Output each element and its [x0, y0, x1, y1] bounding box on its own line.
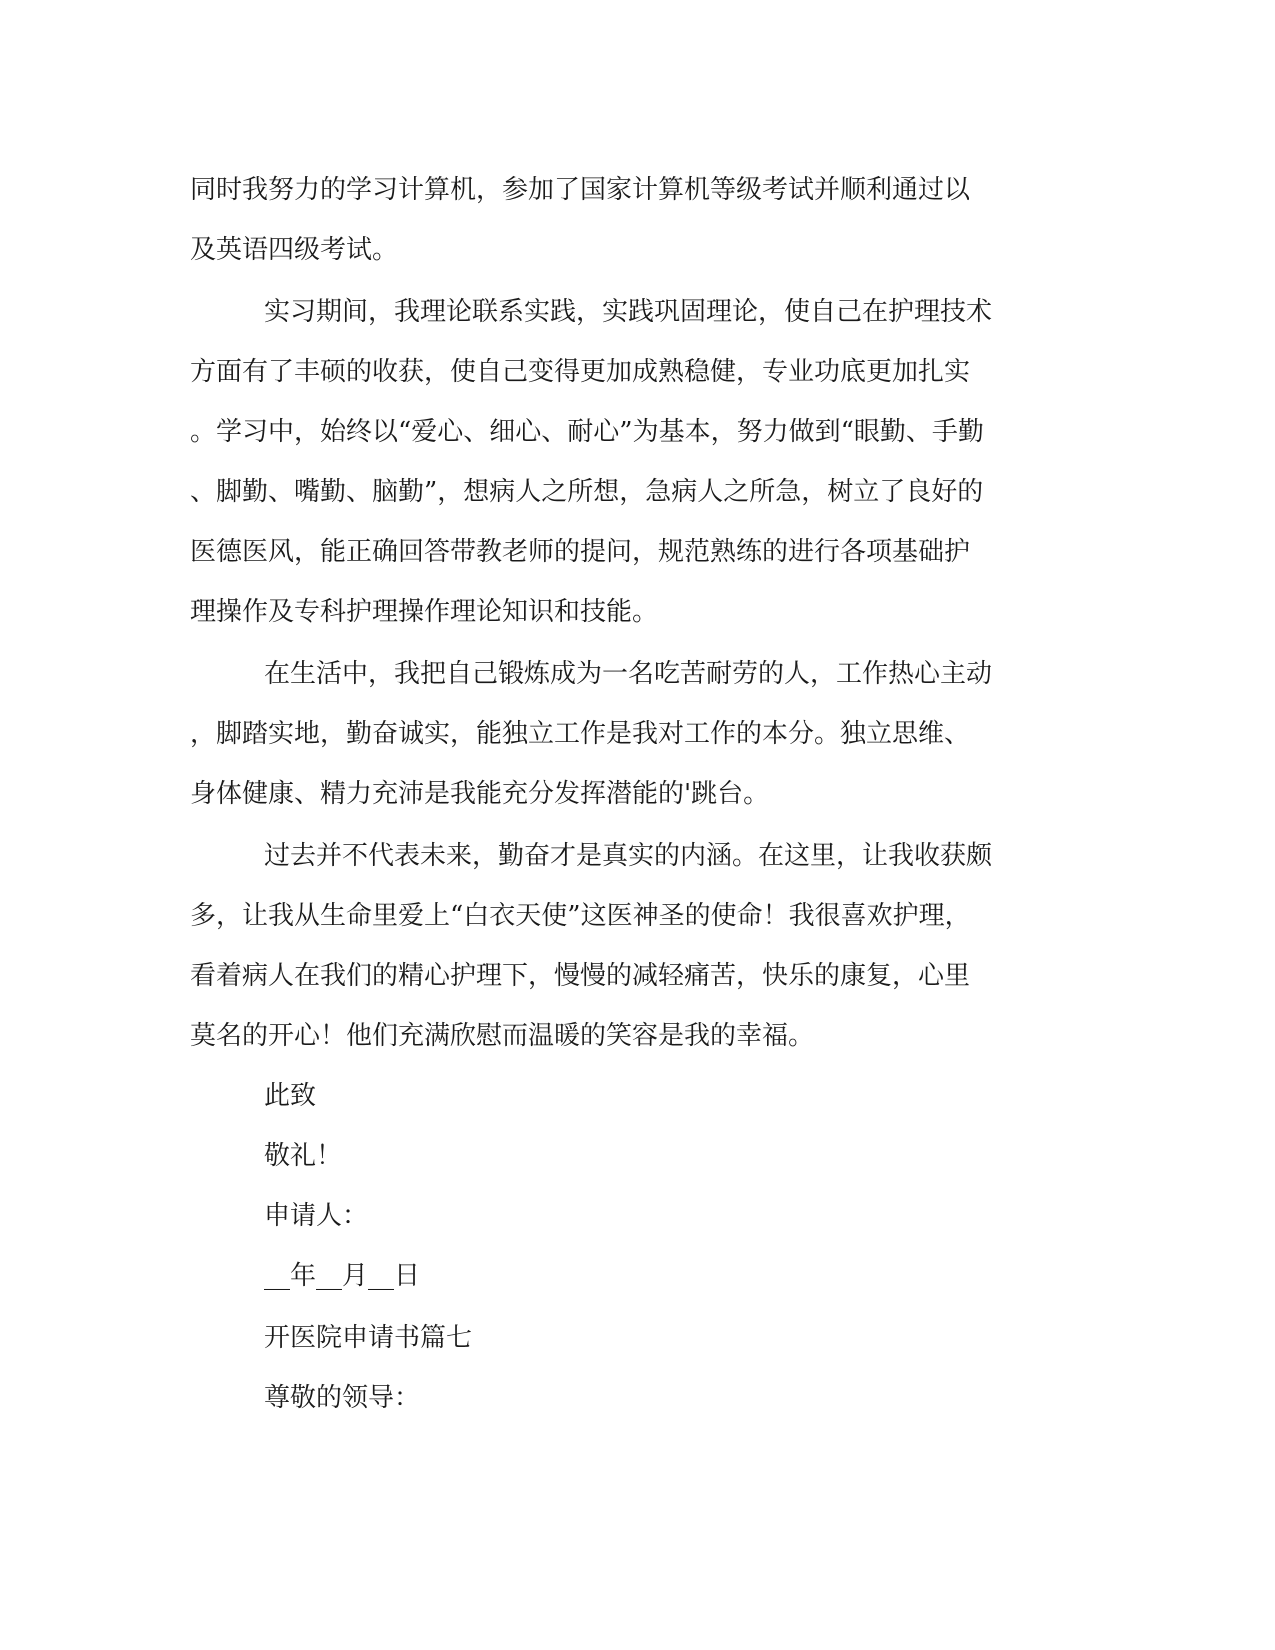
- date-line: __年__月__日: [264, 1261, 421, 1291]
- text-line: 莫名的开心！他们充满欣慰而温暖的笑容是我的幸福。: [190, 1021, 815, 1051]
- text-line: 理操作及专科护理操作理论知识和技能。: [190, 597, 659, 627]
- text-line: 多，让我从生命里爱上“白衣天使”这医神圣的使命！我很喜欢护理，: [190, 901, 971, 931]
- closing: 敬礼！: [264, 1141, 343, 1171]
- text-line: 身体健康、精力充沛是我能充分发挥潜能的'跳台。: [190, 779, 770, 809]
- section-title: 开医院申请书篇七: [264, 1323, 473, 1353]
- text-line: 及英语四级考试。: [190, 235, 399, 265]
- salutation: 此致: [264, 1081, 317, 1111]
- greeting: 尊敬的领导：: [264, 1383, 421, 1413]
- text-line: 。学习中，始终以“爱心、细心、耐心”为基本，努力做到“眼勤、手勤: [190, 417, 984, 447]
- text-line: 方面有了丰硕的收获，使自己变得更加成熟稳健，专业功底更加扎实: [190, 357, 971, 387]
- text-line: 同时我努力的学习计算机，参加了国家计算机等级考试并顺利通过以: [190, 175, 971, 205]
- paragraph-start: 在生活中，我把自己锻炼成为一名吃苦耐劳的人，工作热心主动: [264, 659, 993, 689]
- text-line: ，脚踏实地，勤奋诚实，能独立工作是我对工作的本分。独立思维、: [190, 719, 971, 749]
- paragraph-start: 过去并不代表未来，勤奋才是真实的内涵。在这里，让我收获颇: [264, 841, 993, 871]
- text-line: 医德医风，能正确回答带教老师的提问，规范熟练的进行各项基础护: [190, 537, 971, 567]
- paragraph-start: 实习期间，我理论联系实践，实践巩固理论，使自己在护理技术: [264, 297, 993, 327]
- applicant-label: 申请人：: [264, 1201, 369, 1231]
- text-line: 、脚勤、嘴勤、脑勤”，想病人之所想，急病人之所急，树立了良好的: [190, 477, 984, 507]
- text-line: 看着病人在我们的精心护理下，慢慢的减轻痛苦，快乐的康复，心里: [190, 961, 971, 991]
